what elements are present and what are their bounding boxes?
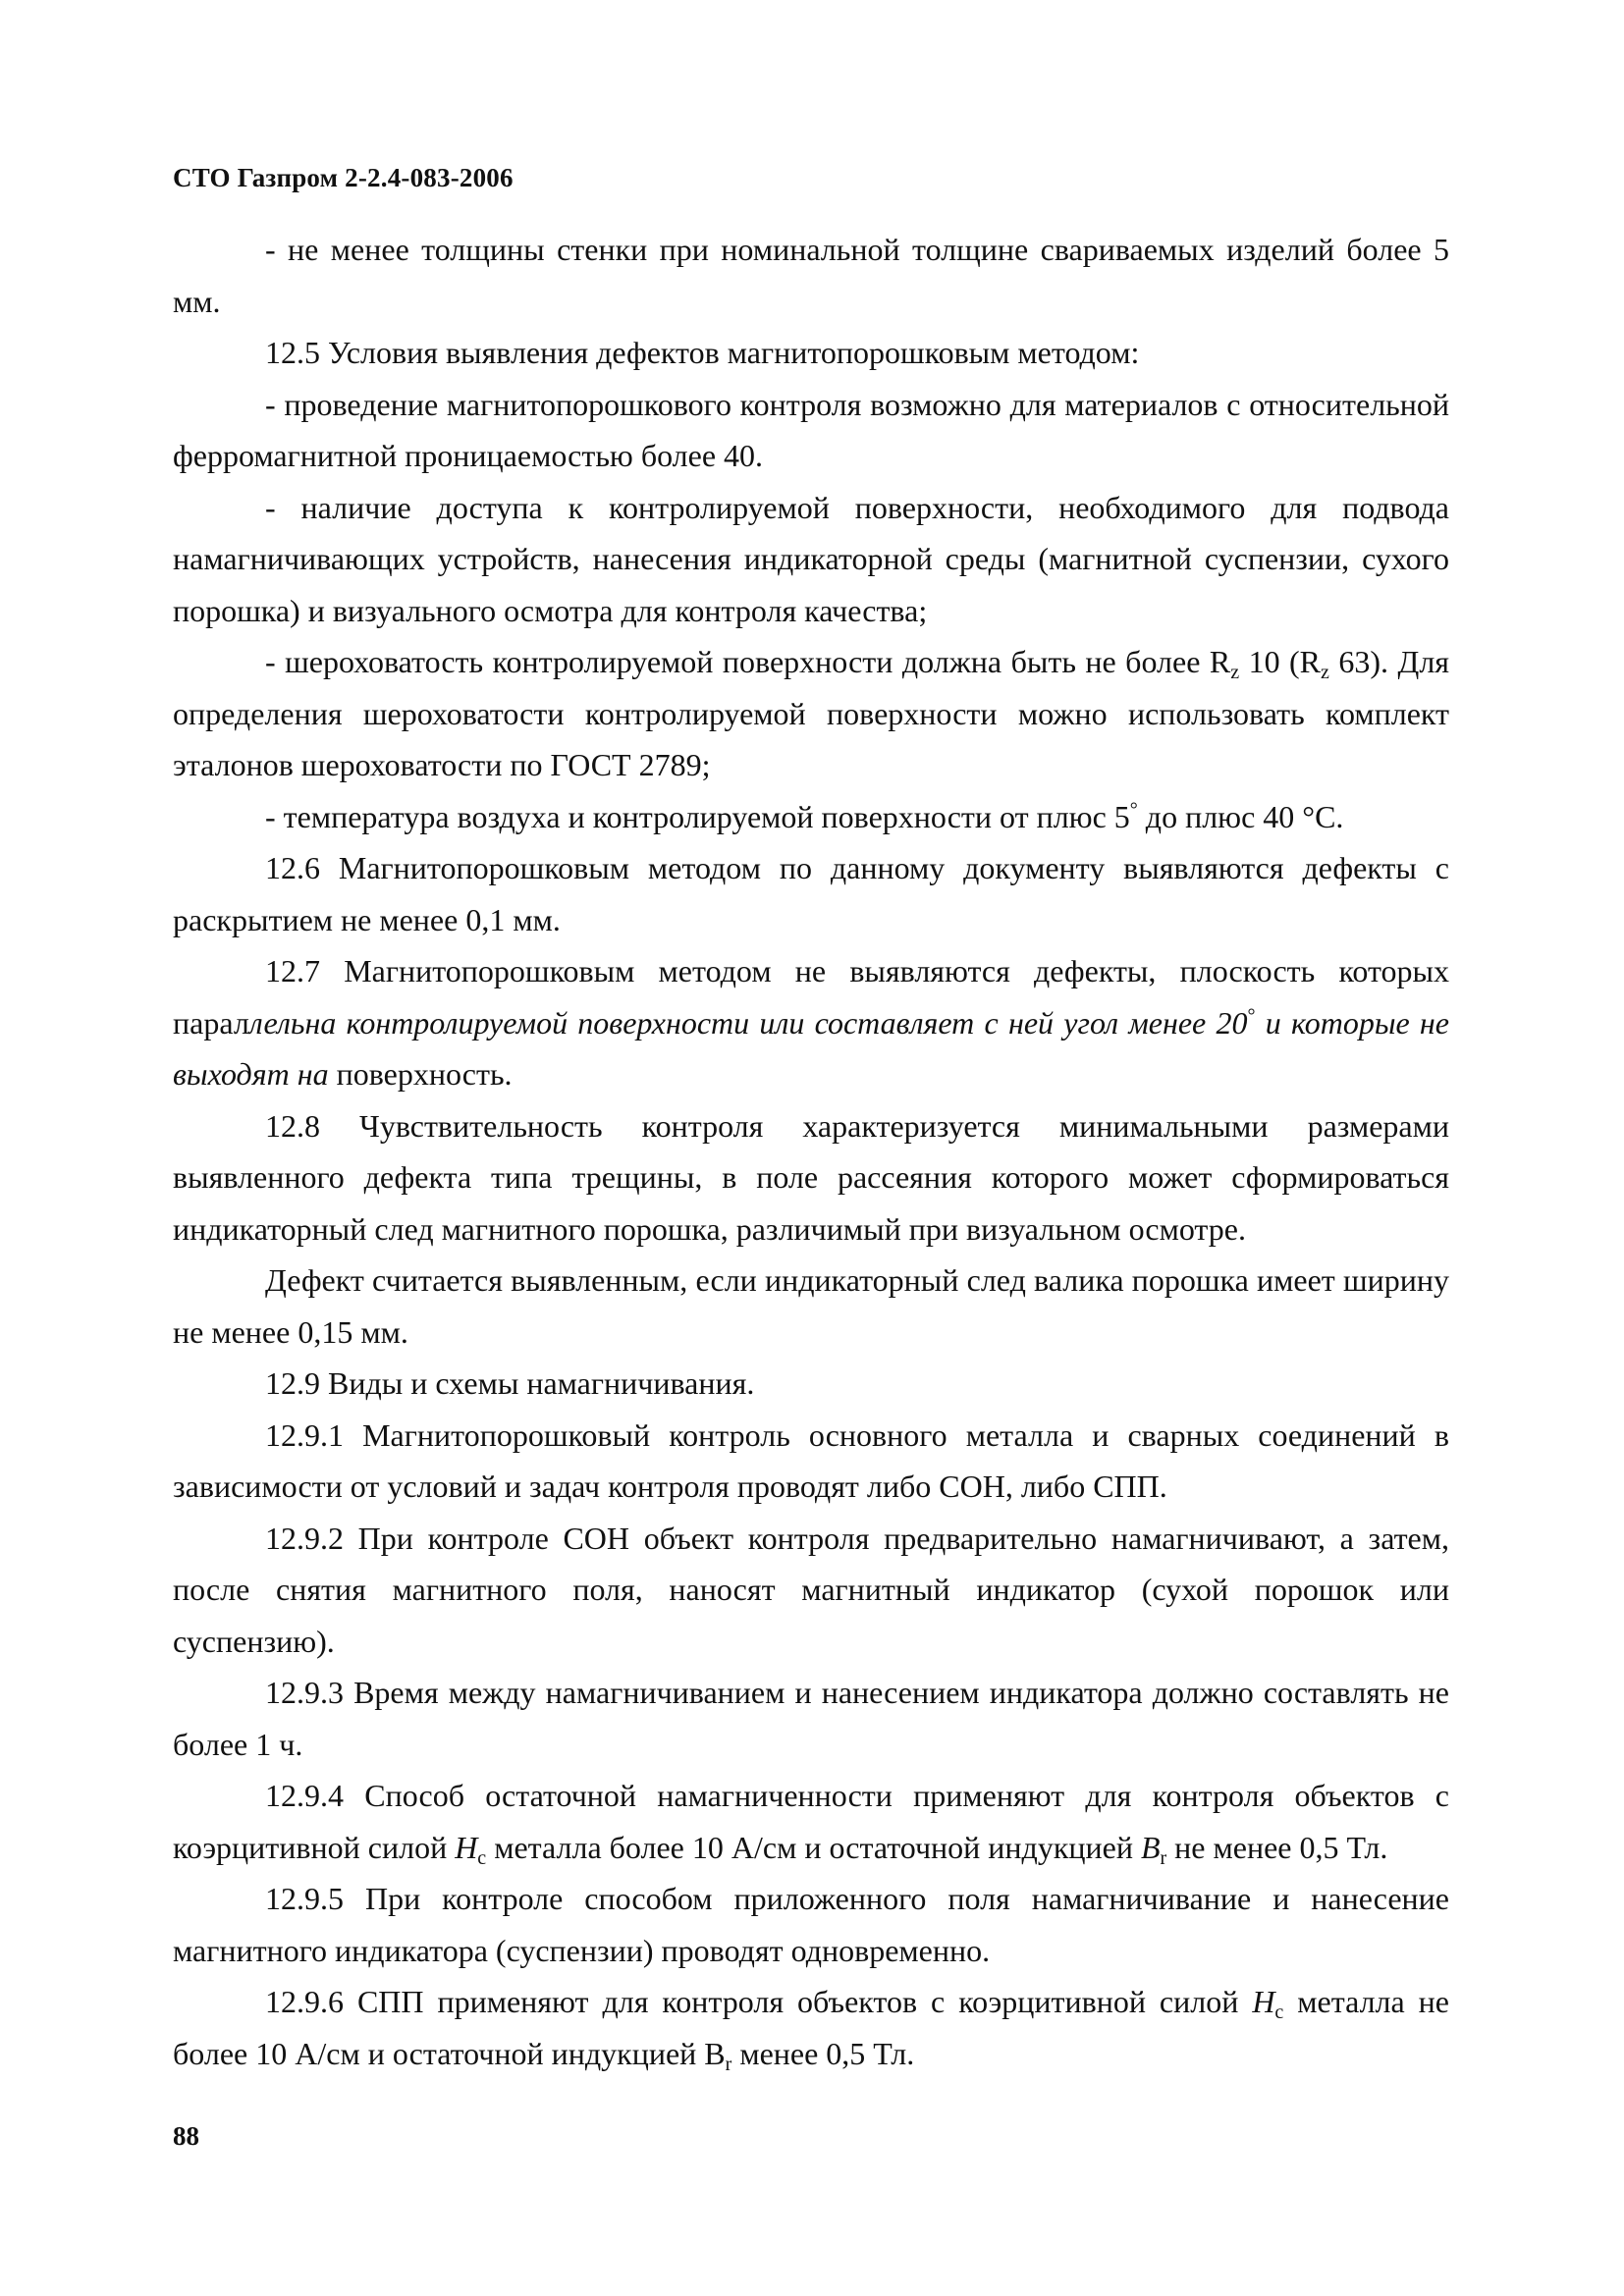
paragraph-12-8: 12.8 Чувствительность контроля характеризуется минимальными размерами выявленного дефекта типа трещины, в поле рассеяния которого может сформироваться индикаторный след магнитного порошка, различимый при визуальном осмотре. bbox=[173, 1107, 1449, 1247]
running-header: СТО Газпром 2-2.4-083-2006 bbox=[173, 163, 514, 192]
paragraph-12-9: 12.9 Виды и схемы намагничивания. bbox=[265, 1365, 755, 1401]
document-body bbox=[173, 224, 1449, 2079]
paragraph-12-9-6: 12.9.6 СПП применяют для контроля объектов с коэрцитивной силой $H_c$ металла не более 10 А/см и остаточной индукцией $B_r$ менее 0,5 Тл. bbox=[173, 1984, 1450, 2075]
page-number: 88 bbox=[173, 2121, 199, 2151]
paragraph-12-7: 12.7 Магнитопорошковым методом не выявляются дефекты, плоскость которых параллельна контролируемой поверхности или составляет с ней угол менее 20° и которые не выходят на поверхность. bbox=[173, 953, 1449, 1092]
paragraph-defect-detected: Дефект считается выявленным, если индикаторный след валика порошка имеет ширину не менее 0,15 мм. bbox=[173, 1262, 1449, 1350]
paragraph-12-5: 12.5 Условия выявления дефектов магнитопорошковым методом: bbox=[265, 335, 1140, 370]
paragraph-roughness: - шероховатость контролируемой поверхности должна быть не более $R_z$ 10 ($R_z$ 63). Для определения шероховатости контролируемой поверхности можно использовать комплект эталонов шероховатости по ГОСТ 2789; bbox=[173, 644, 1450, 782]
paragraph-12-9-4: 12.9.4 Способ остаточной намагниченности применяют для контроля объектов с коэрцитивной силой $H_c$ металла более 10 А/см и остаточной индукцией $B_r$ не менее 0,5 Тл. bbox=[173, 1778, 1449, 1869]
paragraph-12-9-1: 12.9.1 Магнитопорошковый контроль основного металла и сварных соединений в зависимости от условий и задач контроля проводят либо СОН, либо СПП. bbox=[173, 1416, 1449, 1504]
paragraph-permeability: - проведение магнитопорошкового контроля возможно для материалов с относительной ферромагнитной проницаемостью более 40. bbox=[173, 386, 1449, 473]
paragraph-wall-thickness: - не менее толщины стенки при номинальной толщине свариваемых изделий более 5 мм. bbox=[173, 232, 1449, 319]
paragraph-12-9-2: 12.9.2 При контроле СОН объект контроля предварительно намагничивают, а затем, после снятия магнитного поля, наносят магнитный индикатор (сухой порошок или суспензию). bbox=[173, 1520, 1449, 1659]
paragraph-surface-access: - наличие доступа к контролируемой поверхности, необходимого для подвода намагничивающих устройств, нанесения индикаторной среды (магнитной суспензии, сухого порошка) и визуального осмотра для контроля качества; bbox=[173, 489, 1449, 628]
paragraph-12-6: 12.6 Магнитопорошковым методом по данному документу выявляются дефекты с раскрытием не менее 0,1 мм. bbox=[173, 850, 1449, 937]
paragraph-12-9-5: 12.9.5 При контроле способом приложенного поля намагничивание и нанесение магнитного индикатора (суспензии) проводят одновременно. bbox=[173, 1881, 1449, 1968]
paragraph-temperature: - температура воздуха и контролируемой поверхности от плюс 5° до плюс 40 °С. bbox=[265, 798, 1344, 834]
paragraph-12-9-3: 12.9.3 Время между намагничиванием и нанесением индикатора должно составлять не более 1 ч. bbox=[173, 1675, 1449, 1762]
